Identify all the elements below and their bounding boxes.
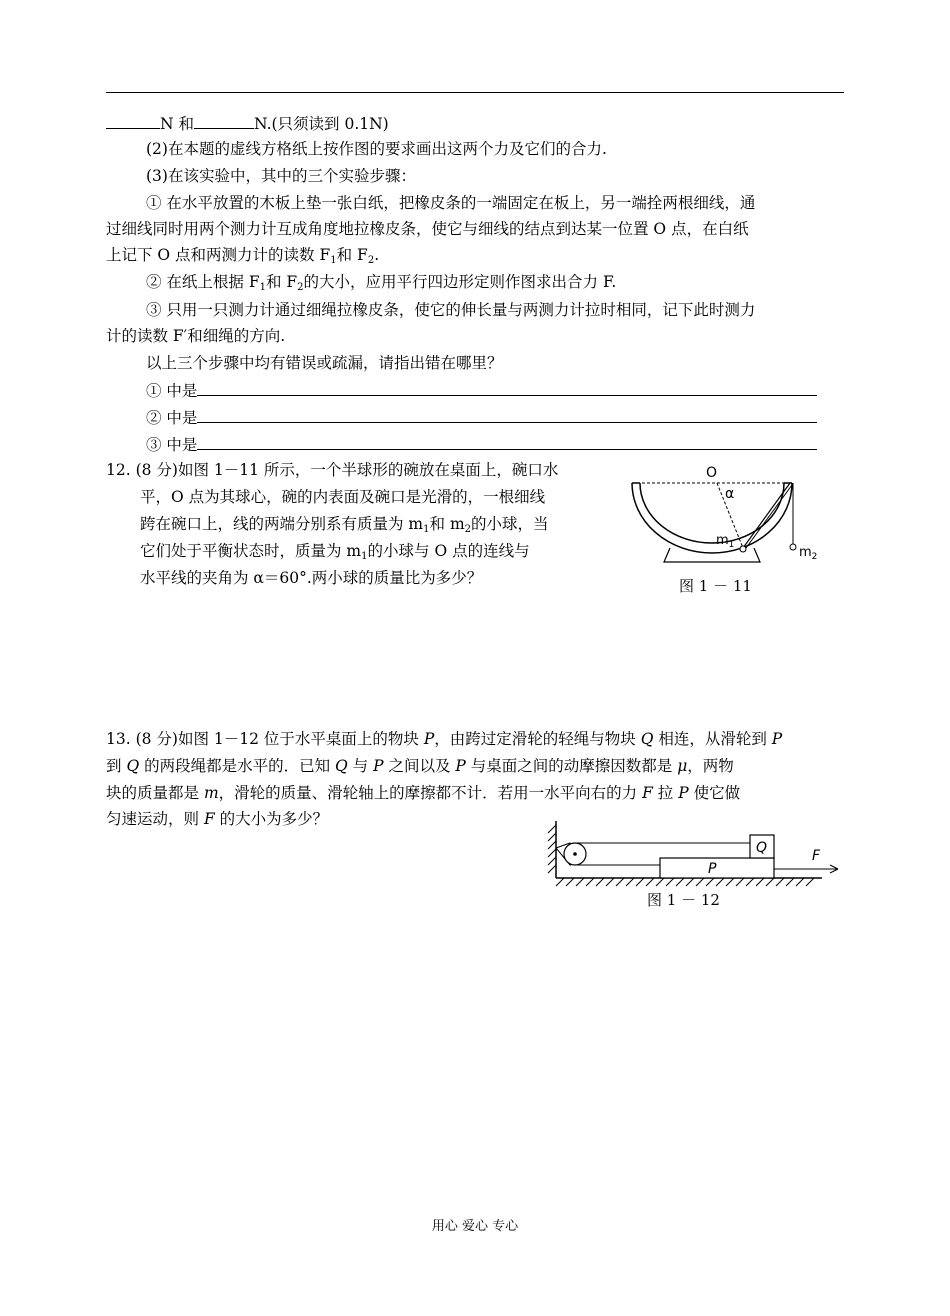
ball-m2 [790,544,796,550]
q11-part2: (2)在本题的虚线方格纸上按作图的要求画出这两个力及它们的合力. [146,140,607,158]
q12-line3: 跨在碗口上，线的两端分别系有质量为 $m_1$和 $m_2$的小球，当 [140,515,549,535]
q11-reading-line: N 和 N.(只须读到 0.1N) [106,112,389,134]
q11-step1-line3: 上记下 O 点和两测力计的读数 $F_1$和 $F_2$. [106,246,380,266]
answer-blank[interactable] [197,406,817,423]
header-rule [106,92,844,93]
figure-caption: 图 1 － 11 [679,577,752,595]
q12-line5: 水平线的夹角为 α＝60°.两小球的质量比为多少？ [140,569,483,587]
label-m1: $m_1$ [716,533,735,550]
answer-blank[interactable] [194,112,254,129]
q11-answer-3: ③ 中是 [146,433,817,455]
q11-answer-2: ② 中是 [146,406,817,428]
figure-caption: 图 1 － 12 [647,891,720,909]
q11-step1-line1: ① 在水平放置的木板上垫一张白纸，把橡皮条的一端固定在板上，另一端拴两根细线，通 [146,194,756,212]
q13-line2: 到 Q 的两段绳都是水平的．已知 Q 与 P 之间以及 P 与桌面之间的动摩擦因数都是 μ，两物 [106,757,734,775]
q12-line1: 12. (8 分)如图 1－11 所示，一个半球形的碗放在桌面上，碗口水 [106,461,559,479]
q13-line3: 块的质量都是 m，滑轮的质量、滑轮轴上的摩擦都不计．若用一水平向右的力 F 拉 P 使它做 [106,784,741,802]
label-m2: $m_2$ [799,545,818,562]
q11-step2: ② 在纸上根据 $F_1$和 $F_2$的大小，应用平行四边形定则作图求出合力 F. [146,273,617,293]
label-p: P [708,861,717,877]
answer-blank[interactable] [197,433,817,450]
bowl-figure [620,458,830,578]
q11-answer-1: ① 中是 [146,379,817,401]
block-p [660,858,774,878]
label-o: O [706,465,718,481]
bowl-outer-arc [640,483,784,543]
page-footer: 用心 爱心 专心 [431,1219,519,1234]
q11-step1-line2: 过细线同时用两个测力计互成角度地拉橡皮条，使它与细线的结点到达某一位置 O 点，在白纸 [106,220,749,238]
q11-ask: 以上三个步骤中均有错误或疏漏，请指出错在哪里？ [146,354,503,372]
ball-m1 [740,546,746,552]
label-alpha: α [725,486,735,502]
q13-line1: 13. (8 分)如图 1－12 位于水平桌面上的物块 P，由跨过定滑轮的轻绳与物块 Q 相连，从滑轮到 P [106,730,783,748]
q13-line4: 匀速运动，则 F 的大小为多少？ [106,810,329,828]
label-q: Q [756,840,768,856]
answer-blank[interactable] [197,379,817,396]
answer-blank[interactable] [106,112,160,129]
pulley-figure [540,815,845,890]
q11-part3: (3)在该实验中，其中的三个实验步骤： [146,167,416,185]
q11-step3-line2: 计的读数 F′和细绳的方向. [106,327,286,345]
label-f: F [812,848,821,864]
q12-line4: 它们处于平衡状态时，质量为 $m_1$的小球与 O 点的连线与 [140,542,530,562]
q12-line2: 平，O 点为其球心，碗的内表面及碗口是光滑的，一根细线 [140,488,546,506]
q11-step3-line1: ③ 只用一只测力计通过细绳拉橡皮条，使它的伸长量与两测力计拉时相同，记下此时测力 [146,301,756,319]
